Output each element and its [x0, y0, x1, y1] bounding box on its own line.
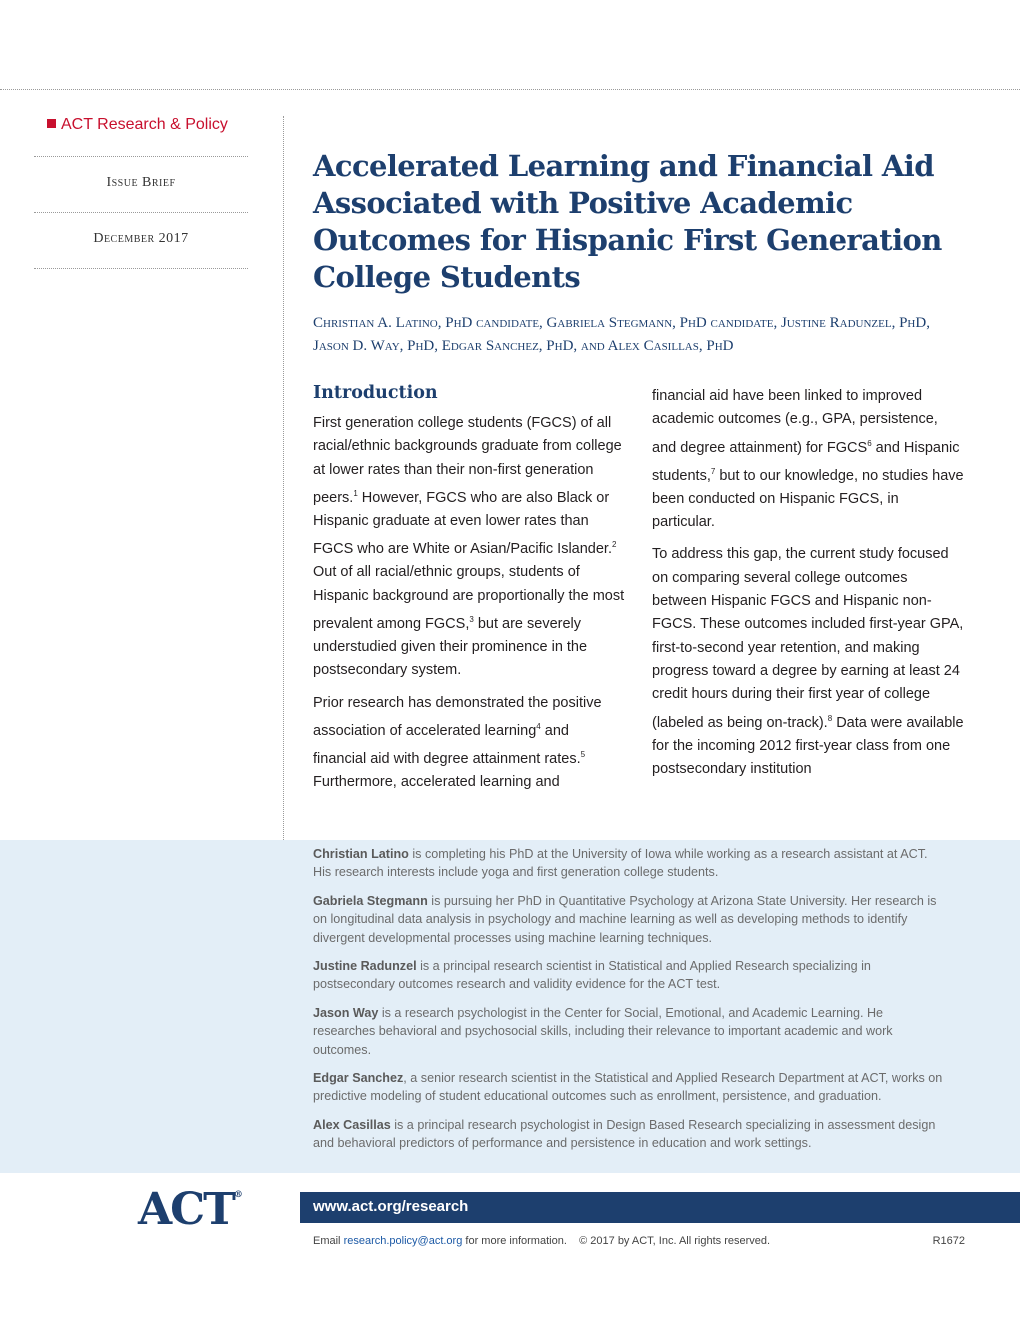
- sidebar-divider: [34, 268, 248, 269]
- paragraph: financial aid have been linked to improved academic outcomes (e.g., GPA, persistence, and degree attainment) for FGCS$^6$ and Hispanic students,$^7$ but to our knowledge, no studies have been conducted on Hispanic FGCS, in particular.: [652, 388, 964, 531]
- paragraph: First generation college students (FGCS) of all racial/ethnic backgrounds graduate from college at lower rates than their non-first generation peers.$^1$ However, FGCS who are also Black or Hispanic graduate at even lower rates than FGCS who are White or Asian/Pacific Islander.$^2$ Out of all racial/ethnic groups, students of Hispanic background are proportionally the most prevalent among FGCS,$^3$ but are severely understudied given their prominence in the postsecondary system.: [313, 415, 625, 679]
- author-line: Jason D. Way, PhD, Edgar Sanchez, PhD, and Alex Casillas, PhD: [313, 338, 734, 354]
- author-bio: Justine Radunzel is a principal research scientist in Statistical and Applied Research specializing in postsecondary outcomes research and validity evidence for the ACT test.: [313, 959, 871, 992]
- column-divider: [283, 116, 284, 840]
- footnote-ref: 4: [536, 722, 541, 732]
- body-column-left: [313, 412, 625, 804]
- footnote-ref: 1: [353, 488, 358, 498]
- copyright-text: © 2017 by ACT, Inc. All rights reserved.: [579, 1235, 771, 1247]
- paragraph: To address this gap, the current study focused on comparing several college outcomes between Hispanic FGCS and Hispanic non-FGCS. These outcomes included first-year GPA, first-to-second year retention, and making progress toward a degree by earning at least 24 credit hours during their first year of college (labeled as being on-track).$^8$ Data were available for the incoming 2012 first-year class from one postsecondary institution: [652, 546, 964, 777]
- date-label: December 2017: [93, 231, 189, 246]
- author-bio: Gabriela Stegmann is pursuing her PhD in Quantitative Psychology at Arizona State University. Her research is on longitudinal data analysis in psychology and machine learning as well as developing methods to identify divergent developmental processes using machine learning techniques.: [313, 893, 937, 945]
- bio-name: Jason Way: [313, 1005, 379, 1020]
- paragraph: Prior research has demonstrated the positive association of accelerated learning$^4$ and financial aid with degree attainment rates.$^5$ Furthermore, accelerated learning and: [313, 694, 602, 791]
- bio-name: Alex Casillas: [313, 1117, 391, 1132]
- report-code: R1672: [932, 1235, 965, 1247]
- author-bio: Alex Casillas is a principal research psychologist in Design Based Research specializing in assessment design and behavioral predictors of performance and persistence in education and work settings.: [313, 1117, 936, 1151]
- footnote-ref: 7: [710, 466, 716, 476]
- author-bios: [313, 845, 943, 1163]
- doc-type-label: Issue Brief: [106, 175, 176, 190]
- top-divider: [0, 89, 1020, 90]
- author-bio: Christian Latino is completing his PhD at the University of Iowa while working as a research assistant at ACT. His research interests include yoga and first generation college students.: [313, 847, 928, 880]
- footnote-ref: 8: [827, 713, 833, 723]
- footnote-ref: 3: [469, 615, 474, 625]
- sidebar-divider: [34, 156, 248, 157]
- section-heading: Introduction: [313, 383, 438, 403]
- bio-name: Christian Latino: [313, 847, 409, 861]
- brand-label: ACT Research & Policy: [47, 116, 228, 134]
- url-bar: [300, 1192, 1020, 1223]
- author-list: [313, 312, 993, 358]
- email-link[interactable]: research.policy@act.org: [343, 1235, 463, 1247]
- bio-name: Justine Radunzel: [313, 959, 417, 974]
- website-link[interactable]: www.act.org/research: [313, 1198, 469, 1215]
- footnote-ref: 5: [580, 750, 586, 760]
- act-logo: ACT®: [138, 1184, 243, 1235]
- footer: Email research.policy@act.org for more information. © 2017 by ACT, Inc. All rights reserved. R1672: [313, 1235, 965, 1247]
- author-bio: Edgar Sanchez, a senior research scientist in the Statistical and Applied Research Department at ACT, works on predictive modeling of student educational outcomes such as enrollment, persistence, and graduation.: [313, 1071, 943, 1104]
- author-line: Christian A. Latino, PhD candidate, Gabriela Stegmann, PhD candidate, Justine Radunzel, PhD,: [313, 315, 930, 331]
- bio-name: Edgar Sanchez: [313, 1071, 404, 1086]
- sidebar-divider: [34, 212, 248, 213]
- red-square-icon: [47, 119, 56, 128]
- footnote-ref: 6: [867, 438, 872, 448]
- bio-name: Gabriela Stegmann: [313, 893, 428, 908]
- footnote-ref: 2: [612, 540, 617, 550]
- body-column-right: [652, 385, 964, 790]
- page-title: Accelerated Learning and Financial Aid Associated with Positive Academic Outcomes for Hispanic First Generation College Students: [313, 149, 942, 294]
- author-bio: Jason Way is a research psychologist in the Center for Social, Emotional, and Academic Learning. He researches behavioral and psychosocial skills, including their relevance to important academic and work outcomes.: [313, 1005, 893, 1057]
